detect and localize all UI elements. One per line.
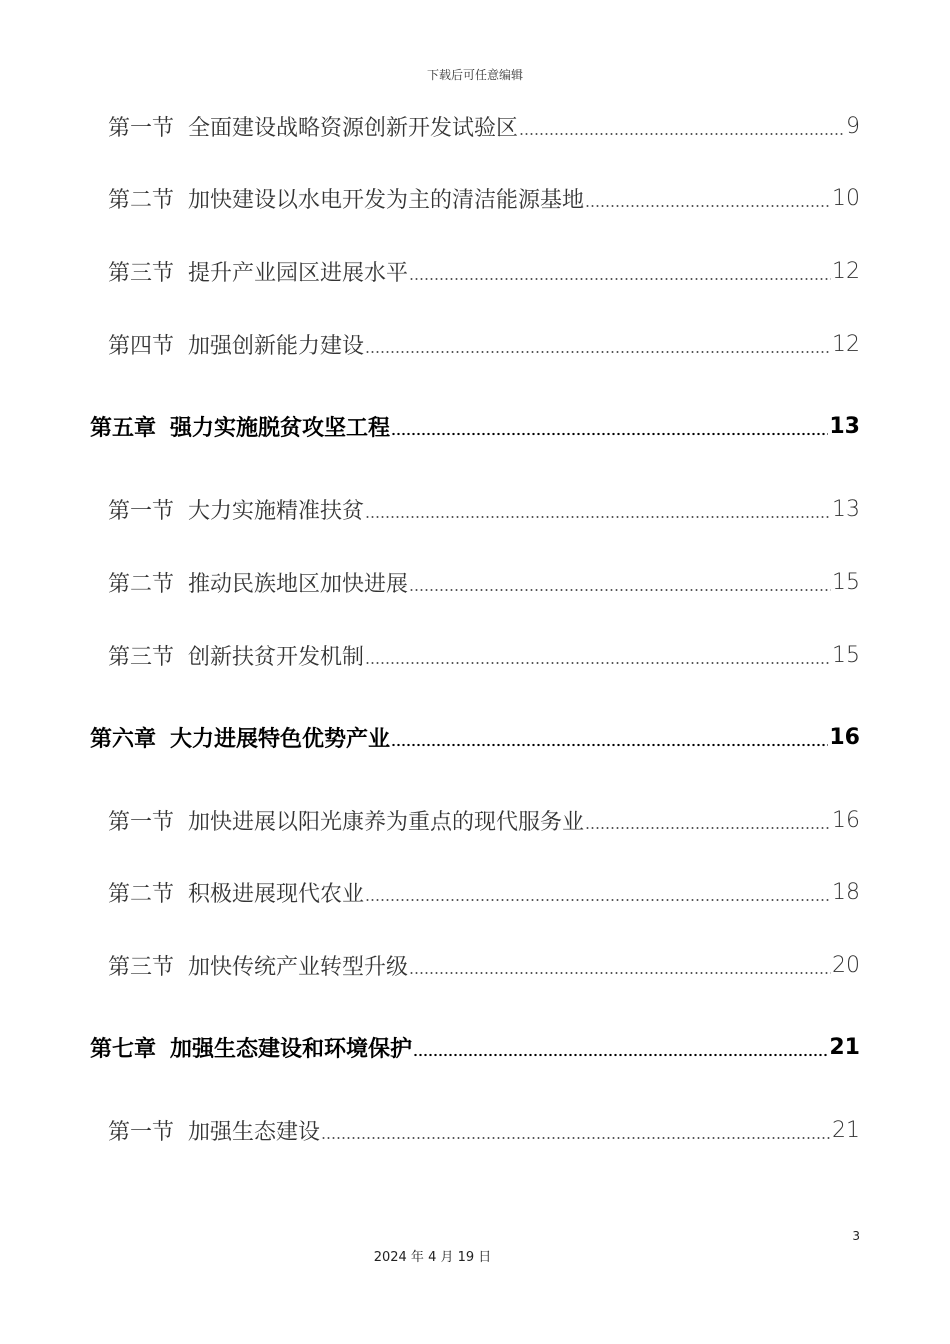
- dot-leader: [365, 340, 831, 364]
- page-number: 3: [852, 1229, 860, 1243]
- toc-entry-number: 第二节: [108, 881, 175, 907]
- toc-entry-page: 13: [829, 413, 860, 439]
- dot-leader: [365, 651, 831, 675]
- toc-entry-number: 第三节: [108, 644, 175, 670]
- toc-entry[interactable]: [108, 945, 860, 985]
- toc-entry-number: 第五章: [90, 415, 157, 441]
- toc-entry-title: 全面建设战略资源创新开发试验区: [188, 115, 519, 141]
- dot-leader: [391, 733, 828, 757]
- dot-leader: [409, 267, 831, 291]
- toc-entry[interactable]: [108, 635, 860, 675]
- toc-chapter-entry[interactable]: [90, 1027, 860, 1067]
- toc-entry-number: 第四节: [108, 333, 175, 359]
- toc-entry-title: 创新扶贫开发机制: [188, 644, 365, 670]
- toc-entry[interactable]: [108, 251, 860, 291]
- toc-entry-page: 21: [832, 1117, 860, 1143]
- toc-entry[interactable]: [108, 562, 860, 602]
- toc-entry-title: 积极进展现代农业: [188, 881, 365, 907]
- toc-entry-number: 第二节: [108, 187, 175, 213]
- dot-leader: [365, 505, 831, 529]
- toc-entry-page: 12: [832, 331, 860, 357]
- toc-entry-number: 第三节: [108, 260, 175, 286]
- toc-entry-number: 第一节: [108, 809, 175, 835]
- toc-entry[interactable]: [108, 106, 860, 146]
- toc-entry[interactable]: [108, 178, 860, 218]
- header-note: 下载后可任意编辑: [426, 68, 523, 82]
- dot-leader: [365, 888, 831, 912]
- toc-entry-number: 第一节: [108, 498, 175, 524]
- dot-leader: [519, 122, 845, 146]
- toc-entry-page: 13: [832, 496, 860, 522]
- toc-entry-page: 18: [832, 879, 860, 905]
- toc-entry-title: 强力实施脱贫攻坚工程: [170, 415, 391, 441]
- dot-leader: [585, 194, 831, 218]
- toc-entry-page: 16: [829, 724, 860, 750]
- toc-entry-title: 加快传统产业转型升级: [188, 954, 409, 980]
- footer-date: 2024 年 4 月 19 日: [373, 1250, 492, 1265]
- toc-entry-page: 12: [832, 258, 860, 284]
- toc-chapter-entry[interactable]: [90, 717, 860, 757]
- toc-entry[interactable]: [108, 324, 860, 364]
- toc-entry-title: 加快建设以水电开发为主的清洁能源基地: [188, 187, 585, 213]
- toc-entry-page: 10: [832, 185, 860, 211]
- toc-entry-page: 21: [829, 1034, 860, 1060]
- toc-entry-page: 20: [832, 952, 860, 978]
- toc-entry-number: 第七章: [90, 1036, 157, 1062]
- toc-entry-page: 16: [832, 807, 860, 833]
- toc-entry-title: 大力实施精准扶贫: [188, 498, 365, 524]
- toc-entry[interactable]: [108, 800, 860, 840]
- toc-entry-title: 加快进展以阳光康养为重点的现代服务业: [188, 809, 585, 835]
- dot-leader: [409, 578, 831, 602]
- dot-leader: [585, 816, 831, 840]
- dot-leader: [391, 422, 828, 446]
- toc-entry-number: 第三节: [108, 954, 175, 980]
- toc-entry-page: 15: [832, 642, 860, 668]
- toc-entry-number: 第一节: [108, 1119, 175, 1145]
- toc-entry-title: 加强生态建设和环境保护: [170, 1036, 413, 1062]
- dot-leader: [409, 961, 831, 985]
- toc-entry-page: 15: [832, 569, 860, 595]
- toc-entry-number: 第二节: [108, 571, 175, 597]
- toc-entry[interactable]: [108, 872, 860, 912]
- toc-entry-number: 第六章: [90, 726, 157, 752]
- toc-entry[interactable]: [108, 1110, 860, 1150]
- toc-entry-title: 提升产业园区进展水平: [188, 260, 409, 286]
- dot-leader: [413, 1043, 828, 1067]
- toc-entry-page: 9: [846, 113, 860, 139]
- toc-entry-title: 加强生态建设: [188, 1119, 321, 1145]
- toc-entry-number: 第一节: [108, 115, 175, 141]
- dot-leader: [321, 1126, 831, 1150]
- toc-entry-title: 大力进展特色优势产业: [170, 726, 391, 752]
- toc-entry-title: 加强创新能力建设: [188, 333, 365, 359]
- toc-entry-title: 推动民族地区加快进展: [188, 571, 409, 597]
- toc-chapter-entry[interactable]: [90, 406, 860, 446]
- toc-entry[interactable]: [108, 489, 860, 529]
